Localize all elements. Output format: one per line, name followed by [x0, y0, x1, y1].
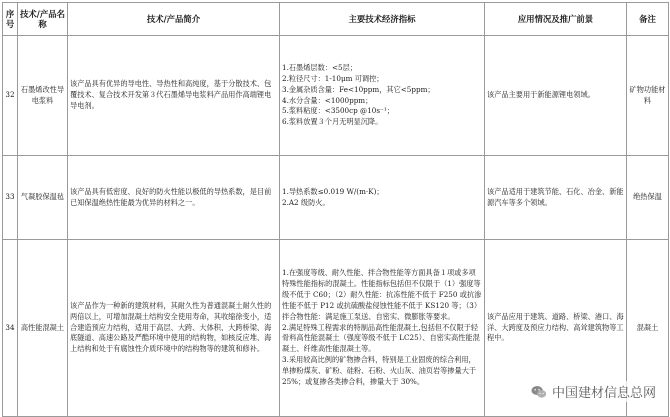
cell-indicators: [280, 240, 485, 417]
header-application: 应用情况及推广前景: [485, 3, 627, 36]
indicator-line: 4.水分含量：<1000ppm；: [282, 95, 373, 105]
cell-indicators: [280, 156, 485, 240]
indicator-line: 2.粒径尺寸：1-10μm 可调控；: [282, 73, 384, 83]
cell-intro: 该产品具有低密度、良好的防火性能以极低的导热系数，是目前已知保温绝热性能最为优异的材料之一。: [68, 156, 280, 240]
cell-name: 高性能混凝土: [18, 240, 68, 417]
table-row: [3, 156, 669, 240]
indicator-line: 1.石墨烯层数：<5层；: [282, 62, 357, 72]
cell-application: 该产品应用于建筑、道路、桥梁、港口、海洋、大跨度及预应力结构、高耸建筑物等工程中。: [485, 240, 627, 417]
cell-name: 石墨烯改性导电浆料: [18, 36, 68, 156]
cell-application: 该产品适用于建筑节能、石化、冶金、新能源汽车等多个领域。: [485, 156, 627, 240]
indicator-line: 1.导热系数≤0.019 W/(m·K)；: [282, 186, 384, 196]
wechat-icon: [530, 383, 548, 401]
cell-indicators: [280, 36, 485, 156]
cell-name: 气凝胶保温毡: [18, 156, 68, 240]
indicator-line: 5.浆料粘度：<3500cp @10s⁻¹；: [282, 106, 394, 116]
indicator-line: 6.浆料放置３个月无明显沉降。: [282, 117, 383, 127]
indicator-line: 3.金属杂质含量：Fe<10ppm，其它<5ppm；: [282, 84, 435, 94]
cell-seq: 32: [3, 36, 18, 156]
watermark-text: 中国建材信息总网: [551, 386, 656, 401]
indicator-line: 2.A2 级防火。: [282, 197, 330, 207]
cell-intro: 该产品具有优异的导电性、导热性和高纯度，基于分散技术、包覆技术、复合技术开发第３代石墨烯导电浆料产品用作高端锂电导电剂。: [68, 36, 280, 156]
table-header-row: [3, 3, 669, 36]
cell-intro: 该产品作为一种新的建筑材料，其耐久性为普通混凝土耐久性的两倍以上，可增加混凝土结构安全使用寿命，其收缩徐变小，适合建造预应力结构，适用于高层、大跨、大体积、大跨桥梁、海底隧道、高速公路及严酷环境中使用的结构物，如核反应堆、海上结构和处于有腐蚀性介质环境中的结构物等的建筑和修补。: [68, 240, 280, 417]
cell-remark: 绝热保温: [627, 156, 669, 240]
header-indicators: 主要技术经济指标: [280, 3, 485, 36]
cell-seq: 33: [3, 156, 18, 240]
cell-seq: 34: [3, 240, 18, 417]
indicator-line: 2.满足特殊工程需求的特制品高性能混凝土,包括但不仅限于轻骨料高性能混凝土（强度等级不低于 LC25）、自密实高性能混凝土、纤维高性能混凝土等。: [282, 322, 480, 354]
watermark: [526, 381, 660, 402]
indicator-line: 1.在强度等级、耐久性能、拌合物性能等方面具备１项或多项特殊性能指标的混凝土。性能指标包括但不仅限于（1）强度等级不低于 C60；（2）耐久性能：抗冻性能不低于 F250 或抗渗性能不低于 P12 或抗硫酸盐侵蚀性能不低于 KS120 等；（3）拌合物性能：满足施工泵送、自密实、微膨胀等要求。: [282, 267, 482, 321]
table-row: [3, 36, 669, 156]
header-name: 技术/产品名称: [18, 3, 68, 36]
technology-table: [2, 2, 669, 417]
header-seq: 序号: [3, 3, 18, 36]
cell-remark: 混凝土: [627, 240, 669, 417]
indicator-line: 3.采用较高比例的矿物掺合料，特别是工业固废的综合利用，单掺粉煤灰、矿粉、硅粉、石粉、火山灰、油页岩等掺量大于 25%；或复掺各类掺合料，掺量大于 30%。: [282, 355, 477, 387]
cell-application: 该产品主要用于新能源锂电领域。: [485, 36, 627, 156]
header-remark: 备注: [627, 3, 669, 36]
cell-remark: 矿物功能材料: [627, 36, 669, 156]
header-intro: 技术/产品简介: [68, 3, 280, 36]
